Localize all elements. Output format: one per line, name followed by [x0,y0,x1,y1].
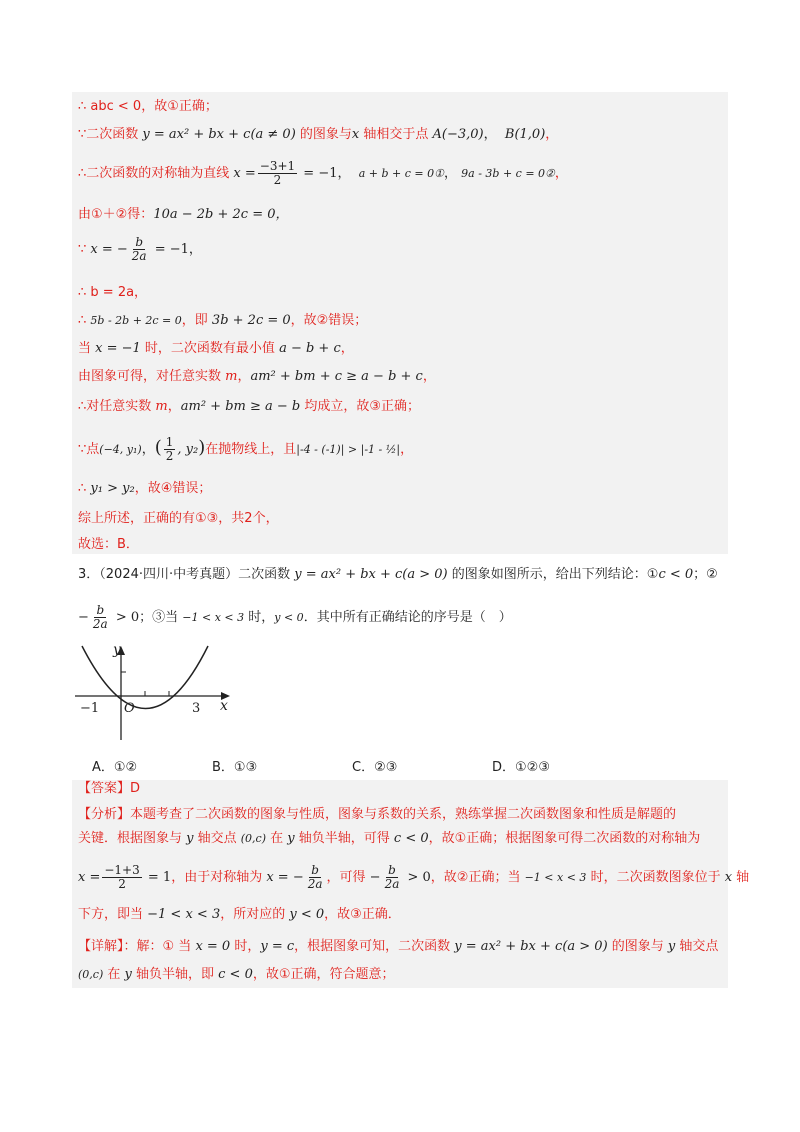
condition: c < 0 [393,831,429,846]
sol-text: ∴ abc < 0，故①正确； [78,99,218,114]
question-text: 3．（2024·四川·中考真题）二次函数 [78,567,295,582]
question-text: ．其中所有正确结论的序号是（ ） [303,610,512,625]
var: x [724,870,733,885]
sol-text: ， [400,442,414,457]
sol-text: ，故④错误； [134,481,212,496]
tick-label-3: 3 [192,701,201,716]
numerator: 1 [165,435,174,449]
var: x = 0 [195,939,231,954]
sol-text: 由图象可得，对任意实数 [78,369,226,384]
equation-1: a + b + c = 0① [358,167,444,180]
sol-text: ∴二次函数的对称轴为直线 [78,166,234,181]
equation: a − b + c [279,341,341,356]
equation: am² + bm + c ≥ a − b + c [250,369,423,384]
analysis-text: 轴 [732,870,750,885]
condition: y < 0 [289,907,325,922]
var: y = c [260,939,295,954]
sol-text: 故选：B． [78,537,139,552]
option-b[interactable]: B．①③ [212,760,258,775]
x-axis-label: x [220,698,228,714]
var: y [667,939,676,954]
question-text: 时， [244,610,275,625]
fraction [306,864,325,891]
sol-text: ∵ [78,242,91,257]
analysis-text: ，故③正确． [324,907,401,922]
var: y [186,831,194,846]
denominator: 2a [131,249,147,263]
question-text: 的图象如图所示，给出下列结论：① [447,567,659,582]
var: m [155,399,168,414]
analysis-text: 轴负半轴，可得 [294,831,394,846]
sol-line-5 [78,236,202,263]
sol-text: 轴相交于点 [359,127,433,142]
point-b: B(1,0) [504,127,546,142]
detail-text: 在 [103,967,125,982]
range: −1 < x < 3 [182,611,245,624]
sol-text: 综上所述，正确的有①③，共2个， [78,511,279,526]
detail-text: ，故①正确，符合题意； [252,967,395,982]
analysis-label: 【分析】 [78,807,131,822]
analysis-text: 时，二次函数图象位于 [586,870,725,885]
sol-line-13 [78,510,279,528]
answer-line [78,780,140,798]
sol-line-10 [78,398,420,416]
option-d[interactable]: D．①②③ [492,760,550,775]
denominator: 2 [273,173,282,187]
detail-text: ：解：① 当 [123,939,196,954]
analysis-text: 在 [266,831,288,846]
sol-line-7 [78,312,367,330]
sol-text: 的图象与 [295,127,352,142]
equation: 3b + 2c = 0 [211,313,291,328]
analysis-text: 轴交点 [193,831,241,846]
equation-2: 9a - 3b + c = 0② [461,167,555,180]
sol-line-3: ∴二次函数的对称轴为直线 x = $\frac{-3+1}{2}$ = −1， a + b + c = 0①， 9a - 3b + c = 0②， [78,159,568,187]
sol-text: ∵点 [78,442,100,457]
equation: 5b - 2b + 2c = 0 [90,314,182,327]
denominator: 2a [384,877,400,891]
sol-text: ∴ [78,481,91,496]
analysis-text: ，故②正确；当 [430,870,525,885]
sol-line-8 [78,340,354,358]
var: x = − [90,242,128,257]
sign: − [78,610,89,625]
analysis-line-4 [78,906,401,924]
sol-line-2: ∵二次函数 y = ax² + bx + c(a ≠ 0) 的图象与x 轴相交于点 A(−3,0)， B(1,0)， [78,127,559,142]
sol-text: 由①＋②得： [78,207,154,222]
denominator: 2 [165,449,174,463]
detail-text: ，根据图象可知，二次函数 [294,939,455,954]
range: −1 < x < 3 [524,871,587,884]
condition: c < 0 [218,967,253,982]
fraction [258,160,297,187]
fraction [91,604,110,631]
sol-text: ∴ b = 2a， [78,285,148,300]
sol-text: 在抛物线上，且 [205,442,297,457]
analysis-text: ，由于对称轴为 [171,870,267,885]
equation: = −1， [299,166,351,181]
detail-text: 的图象与 [607,939,668,954]
sol-text: ∴对任意实数 [78,399,156,414]
analysis-text: ，故①正确；根据图象可得二次函数的对称轴为 [428,831,701,846]
equation: = −1， [150,242,202,257]
sol-text: 时，二次函数有最小值 [140,341,280,356]
numerator: −3+1 [259,159,296,173]
sol-line-14 [78,536,139,554]
sign: − [369,870,381,885]
var: m [225,369,238,384]
denominator: 2 [118,877,126,891]
sol-line-11: ∵点(−4, y₁)，( $\frac{1}{2}$ , y₂)在抛物线上，且|-4 - (-1)| > |-1 - ½|， [78,435,414,463]
sol-text: 均成立，故③正确； [300,399,421,414]
numerator: −1+3 [104,863,140,877]
option-c[interactable]: C．②③ [352,760,398,775]
answer-value: D [130,781,141,796]
numerator: b [96,603,105,617]
fraction [102,864,141,891]
sol-line-6 [78,284,147,302]
sol-text: ， [422,369,436,384]
denominator: 2a [307,877,323,891]
point: , y₂ [177,442,199,457]
analysis-text: 下方，即当 [78,907,148,922]
detail-text: 轴负半轴，即 [131,967,219,982]
condition: c < 0 [658,567,694,582]
equation: y = ax² + bx + c(a ≠ 0) [142,127,296,142]
point: (0,c) [240,832,267,845]
inequality: |-4 - (-1)| > |-1 - ½| [296,443,401,456]
fraction [383,864,402,891]
analysis-text: 本题考查了二次函数的图象与性质，图象与系数的关系，熟练掌握二次函数图象和性质是解题的 [130,807,677,822]
sol-line-9 [78,368,436,386]
sol-line-4 [78,206,289,224]
analysis-line-1 [78,806,676,824]
var: x [351,127,360,142]
y-axis-label: y [113,642,121,658]
detail-line-1 [78,938,718,956]
equation: am² + bm ≥ a − b [180,399,301,414]
equation: > 0 [403,870,431,885]
question-text: ；② [693,567,718,582]
point: (−4, y₁) [99,443,142,456]
range: −1 < x < 3 [147,907,221,922]
detail-text: 时， [230,939,261,954]
condition: y < 0 [274,611,304,624]
sol-text: ∵二次函数 [78,127,143,142]
parabola-graph [70,640,240,745]
analysis-text: ，可得 [326,870,370,885]
denominator: 2a [92,617,108,631]
analysis-line-2 [78,830,700,848]
var: x = −1 [95,341,141,356]
equation: y = ax² + bx + c(a > 0) [294,567,448,582]
numerator: b [135,235,144,249]
fraction [164,436,176,463]
detail-text: 轴交点 [675,939,719,954]
var: y [124,967,132,982]
sol-text: ， [340,341,354,356]
sol-line-1 [78,98,218,116]
var: x = − [266,870,304,885]
point: (0,c) [78,968,104,981]
detail-line-2 [78,966,395,984]
analysis-line-3 [78,864,749,891]
question-text: > 0；③当 [111,610,183,625]
equation: y = ax² + bx + c(a > 0) [454,939,608,954]
question-3-line-1 [78,566,718,584]
sol-text: ∴ [78,313,91,328]
detail-label: 【详解】 [78,939,124,954]
analysis-text: ，所对应的 [220,907,290,922]
option-a[interactable]: A．①② [92,760,138,775]
sol-text: ，故②错误； [290,313,368,328]
sol-line-12 [78,480,211,498]
equation: = 1 [143,870,172,885]
numerator: b [311,863,319,877]
origin-label: O [124,701,135,716]
answer-label: 【答案】 [78,781,131,796]
sol-text: ，即 [181,313,212,328]
point-a: A(−3,0) [432,127,484,142]
fraction [130,236,149,263]
var: x = [233,166,256,181]
equation: y₁ > y₂ [90,481,135,496]
sol-text: 当 [78,341,96,356]
parabola-curve [82,646,208,709]
numerator: b [388,863,396,877]
var: y [287,831,295,846]
equation: 10a − 2b + 2c = 0， [153,207,289,222]
sol-text: ， [167,399,181,414]
sol-text: ， [237,369,251,384]
tick-label-neg1: −1 [80,701,100,716]
analysis-text: 关键．根据图象与 [78,831,187,846]
var: x = [78,870,101,885]
question-3-line-2 [78,604,512,631]
